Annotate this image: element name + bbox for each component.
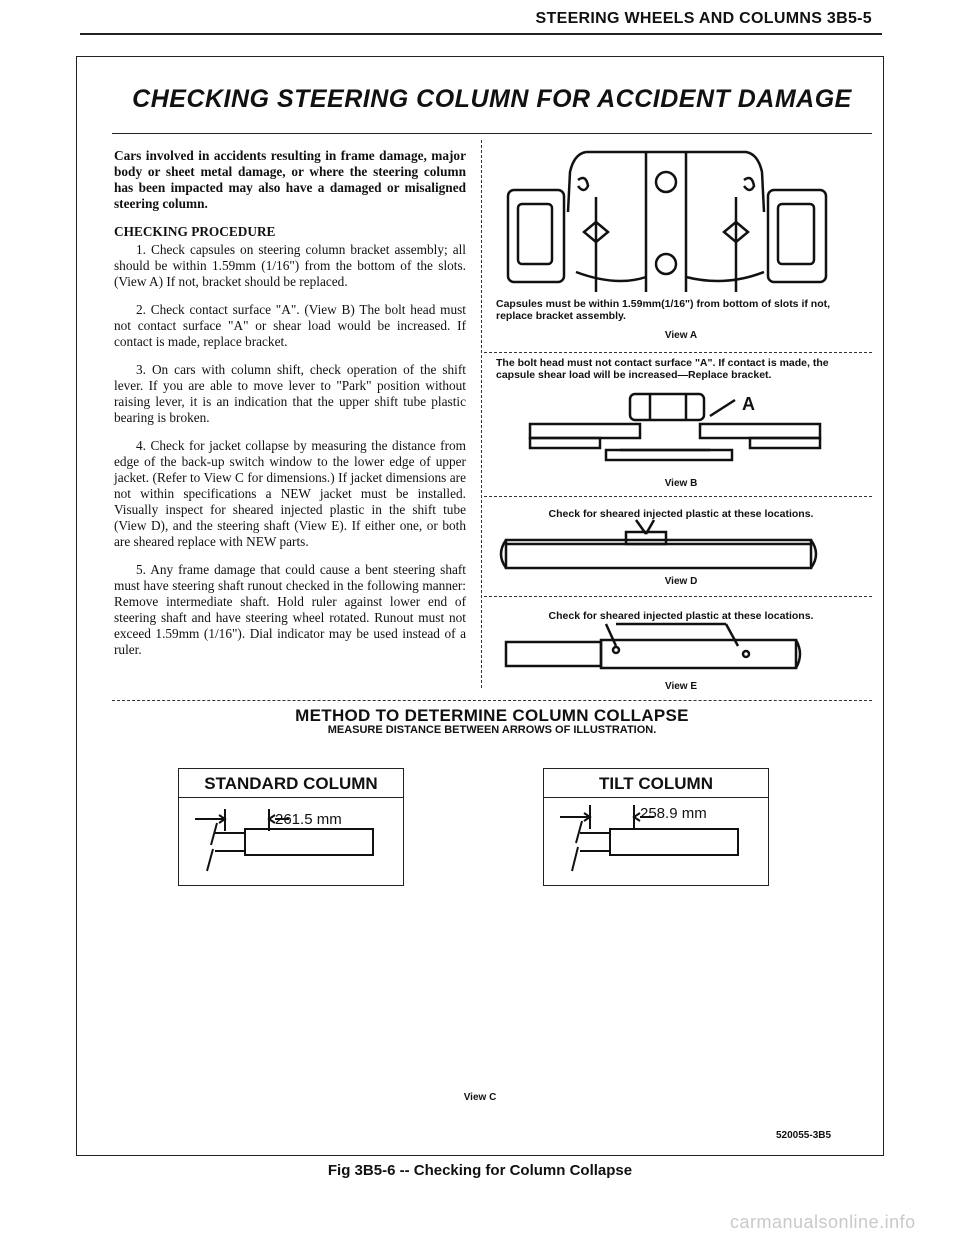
- view-b-caption: The bolt head must not contact surface "A". If contact is made, the capsule shear load will be increased—Replace bracket.: [496, 357, 829, 381]
- figure-caption: Fig 3B5-6 -- Checking for Column Collapse: [327, 1162, 633, 1179]
- header-rule: [80, 33, 882, 35]
- view-d-shift-tube-illustration: [496, 520, 876, 580]
- view-e-label: View E: [664, 681, 698, 692]
- divider-method: [112, 700, 872, 701]
- procedure-text: [114, 148, 466, 670]
- step-4: 4. Check for jacket collapse by measuring the distance from edge of the back-up switch window to the lower edge of upper jacket. (Refer to View C for dimensions.) If jacket dimensions are not within specifications a NEW jacket must be installed. Visually inspect for sheared injected plastic in the shift tube (View D), and the steering shaft (View E). If either one, or both are sheared replace with NEW parts.: [114, 438, 466, 549]
- tilt-column-title: TILT COLUMN: [544, 771, 768, 798]
- intro-paragraph: Cars involved in accidents resulting in frame damage, major body or sheet metal damage, or where the steering column has been impacted may also have a damaged or misaligned steering column.: [114, 148, 466, 211]
- divider-d-e: [484, 596, 872, 597]
- column-divider: [481, 140, 482, 688]
- standard-column-measure: 261.5 mm: [275, 811, 342, 828]
- standard-column-title: STANDARD COLUMN: [179, 771, 403, 798]
- watermark: carmanualsonline.info: [730, 1212, 916, 1232]
- step-3: 3. On cars with column shift, check operation of the shift lever. If you are able to move lever to "Park" position without raising lever, it is an indication that the upper shift tube plastic bearing is broken.: [114, 362, 466, 425]
- view-d-label: View D: [664, 576, 698, 587]
- title-band: [112, 75, 872, 134]
- page-header: [0, 0, 960, 40]
- view-c-label: View C: [463, 1092, 497, 1103]
- view-b-bolt-illustration: [510, 388, 860, 478]
- view-a-caption: Capsules must be within 1.59mm(1/16") from bottom of slots if not, replace bracket assembly.: [496, 298, 831, 322]
- divider-b-d: [484, 496, 872, 497]
- tilt-column-diagram: [560, 801, 750, 875]
- view-e-steering-shaft-illustration: [496, 622, 876, 677]
- method-subtitle: MEASURE DISTANCE BETWEEN ARROWS OF ILLUSTRATION.: [327, 724, 657, 736]
- procedure-heading: CHECKING PROCEDURE: [114, 224, 276, 239]
- view-a-bracket-illustration: [496, 142, 876, 302]
- tilt-column-box: [543, 768, 769, 886]
- step-2: 2. Check contact surface "A". (View B) The bolt head must not contact surface "A" or shear load would be increased. If contact is made, replace bracket.: [114, 302, 466, 349]
- view-d-caption: Check for sheared injected plastic at these locations.: [548, 508, 814, 520]
- divider-a-b: [484, 352, 872, 353]
- view-a-label: View A: [664, 330, 698, 341]
- page-title: CHECKING STEERING COLUMN FOR ACCIDENT DAMAGE: [132, 85, 852, 113]
- method-title: METHOD TO DETERMINE COLUMN COLLAPSE: [295, 706, 689, 725]
- part-number: 520055-3B5: [776, 1130, 832, 1141]
- step-5: 5. Any frame damage that could cause a bent steering shaft must have steering shaft runout checked in the following manner: Remove intermediate shaft. Hold ruler against lower end of steering shaft and have steering wheel rotated. Runout must not exceed 1.59mm (1/16"). Dial indicator may be used instead of a ruler.: [114, 562, 466, 657]
- step-1: 1. Check capsules on steering column bracket assembly; all should be within 1.59mm (1/16") from the bottom of the slots. (View A) If not, bracket should be replaced.: [114, 242, 466, 289]
- standard-column-box: [178, 768, 404, 886]
- view-b-label: View B: [664, 478, 698, 489]
- surface-a-marker: A: [742, 394, 755, 414]
- tilt-column-measure: 258.9 mm: [640, 805, 707, 822]
- standard-column-diagram: [195, 805, 385, 875]
- running-title: STEERING WHEELS AND COLUMNS 3B5-5: [535, 10, 872, 27]
- view-e-caption: Check for sheared injected plastic at these locations.: [548, 610, 814, 622]
